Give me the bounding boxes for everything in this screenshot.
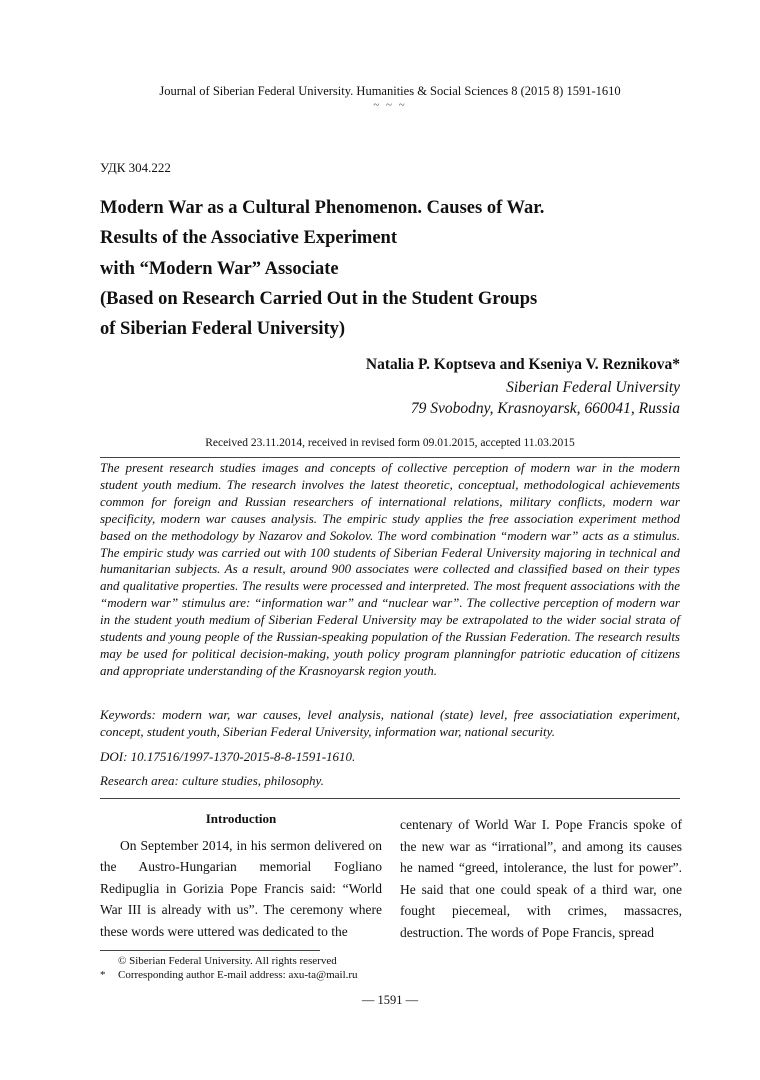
affiliation	[411, 377, 680, 419]
affiliation-address: 79 Svobodny, Krasnoyarsk, 660041, Russia	[410, 400, 680, 417]
doi: DOI: 10.17516/1997-1370-2015-8-8-1591-1610.	[100, 749, 356, 764]
title-line: Results of the Associative Experiment	[100, 228, 397, 249]
divider	[100, 798, 680, 799]
footnote-corresponding	[100, 969, 358, 981]
journal-header: Journal of Siberian Federal University. Humanities & Social Sciences 8 (2015 8) 1591-1610	[159, 84, 621, 98]
footnote-copyright: © Siberian Federal University. All rights reserved	[118, 955, 337, 967]
research-area: Research area: culture studies, philosophy.	[100, 773, 324, 788]
footnote-divider	[100, 950, 320, 951]
keywords: Keywords: modern war, war causes, level analysis, national (state) level, free associatiation experiment, concept, student youth, Siberian Federal University, information war, national security.	[100, 707, 680, 739]
title-line: Modern War as a Cultural Phenomenon. Causes of War.	[100, 198, 545, 218]
title-line: with “Modern War” Associate	[100, 258, 339, 279]
received-dates: Received 23.11.2014, received in revised form 09.01.2015, accepted 11.03.2015	[205, 437, 575, 449]
abstract: The present research studies images and concepts of collective perception of modern war in the modern student youth medium. The research involves the latest theoretic, conceptual, methodological achievements common for foreign and Russian researchers of international relations, military conflicts, modern war specificity, modern war causes analysis. The empiric study applies the free association experiment method based on the methodology by Nazarov and Sokolov. The word combination “modern war” acts as a stimulus. The empiric study was carried out with 100 students of Siberian Federal University majoring in technical and humanitarian subjects. As a result, around 900 associates were collected and classified based on their types and qualitative properties. The results were processed and interpreted. The most frequent associations with the “modern war” stimulus are: “information war” and “nuclear war”. The collective perception of modern war in the student youth medium of Siberian Federal University may be extrapolated to the wider social strata of students and young people of the Russian-speaking population of the Russian Federation. The research results may be used for political decision-making, youth policy program planningfor patriotic education of citizens and appropriate understanding of the Krasnoyarsk region youth.	[100, 460, 680, 678]
divider	[100, 457, 680, 458]
title-line: (Based on Research Carried Out in the Student Groups	[100, 288, 538, 309]
paper-title	[100, 193, 680, 344]
footnote-text: Corresponding author E-mail address: axu-ta@mail.ru	[118, 969, 358, 981]
authors: Natalia P. Koptseva and Kseniya V. Reznikova*	[365, 356, 680, 373]
udk-code: УДК 304.222	[100, 160, 171, 175]
body-paragraph: On September 2014, in his sermon delivered on the Austro-Hungarian memorial Fogliano Redipuglia in Gorizia Pope Francis said: “World War III is already with us”. The ceremony where these words were uttered was dedicated to the	[100, 837, 382, 939]
body-column-right	[400, 814, 682, 944]
title-line: of Siberian Federal University)	[100, 319, 346, 340]
body-column-left	[100, 808, 382, 943]
body-paragraph: centenary of World War I. Pope Francis spoke of the new war as “irrational”, and among its causes he named “greed, intolerance, the lust for power”. He said that one could speak of a third war, one fought piecemeal, with crimes, massacres, destruction. The words of Pope Francis, spread	[400, 817, 682, 940]
affiliation-university: Siberian Federal University	[506, 379, 680, 396]
header-ornament: ~ ~ ~	[373, 99, 407, 111]
page-number: — 1591 —	[361, 993, 419, 1007]
section-heading: Introduction	[205, 811, 277, 826]
footnote-marker: *	[100, 969, 106, 981]
